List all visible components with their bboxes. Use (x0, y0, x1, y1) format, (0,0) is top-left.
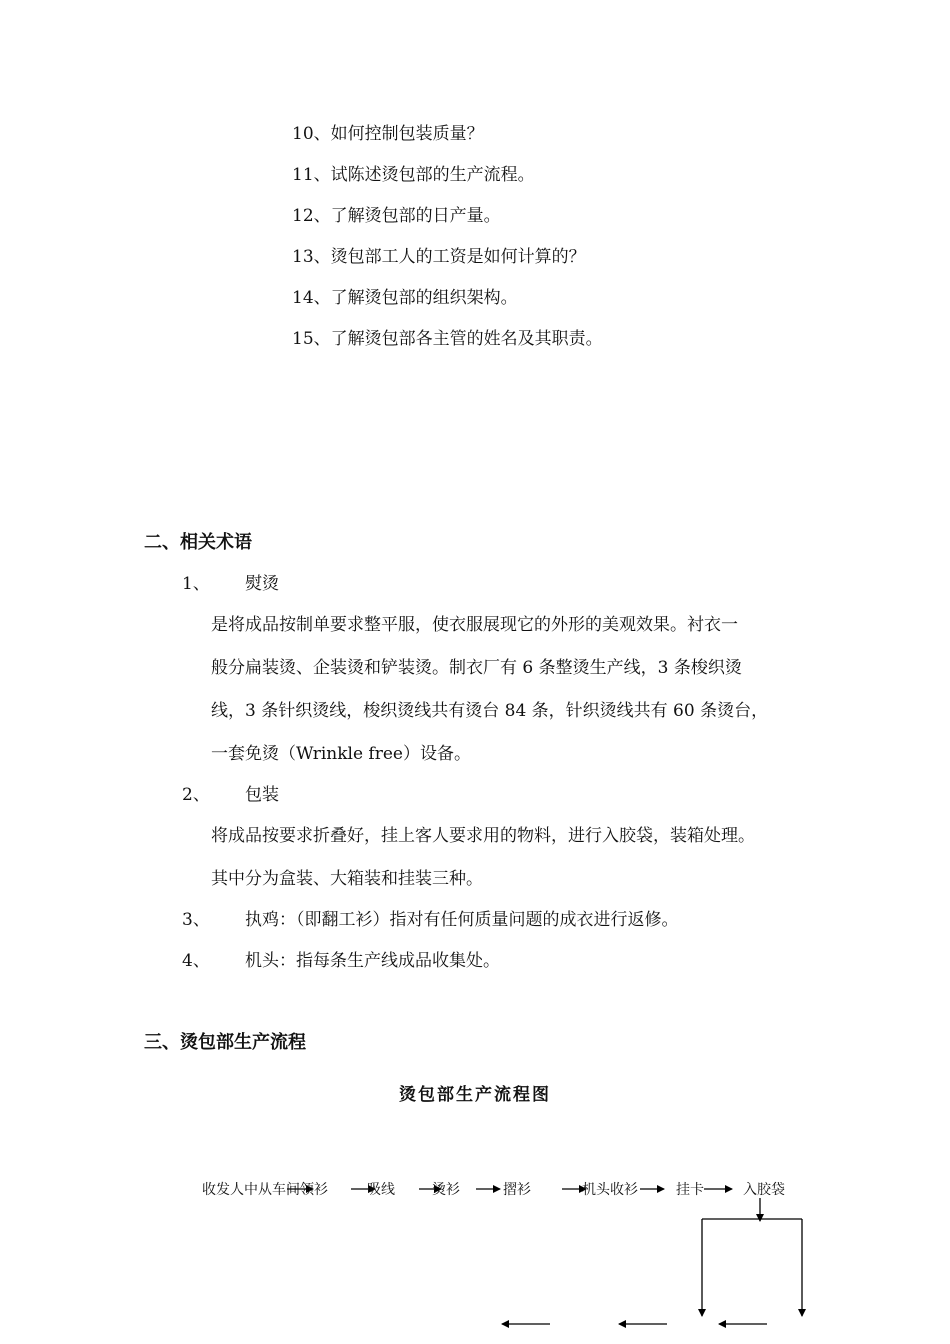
term-number-4: 4、 (182, 951, 210, 971)
section-heading-terms: 二、相关术语 (144, 532, 252, 553)
term-ironing-line-2: 般分扁装烫、企装烫和铲装烫。制衣厂有 6 条整烫生产线，3 条梭织烫 (211, 658, 742, 678)
term-line-end: 机头：指每条生产线成品收集处。 (245, 951, 500, 971)
term-ironing-line-4: 一套免烫（Wrinkle free）设备。 (211, 744, 471, 764)
flow-step-collect: 收发人中从车间领衫 (202, 1182, 328, 1198)
term-ironing: 熨烫 (245, 574, 279, 594)
term-ironing-line-3: 线，3 条针织烫线，梭织烫线共有烫台 84 条，针织烫线共有 60 条烫台， (211, 701, 769, 721)
term-packing-line-1: 将成品按要求折叠好，挂上客人要求用的物料，进行入胶袋，装箱处理。 (211, 826, 755, 846)
term-rework: 执鸡：（即翻工衫）指对有任何质量问题的成衣进行返修。 (245, 910, 679, 930)
flow-step-fold: 摺衫 (503, 1182, 531, 1198)
question-14: 14、了解烫包部的组织架构。 (292, 288, 518, 308)
flow-step-thread: 吸线 (367, 1182, 395, 1198)
term-ironing-line-1: 是将成品按制单要求整平服，使衣服展现它的外形的美观效果。衬衣一 (211, 615, 738, 635)
flow-step-iron: 烫衫 (432, 1182, 460, 1198)
section-heading-process: 三、烫包部生产流程 (144, 1032, 306, 1053)
question-11: 11、试陈述烫包部的生产流程。 (292, 165, 535, 185)
term-number-1: 1、 (182, 574, 210, 594)
question-10: 10、如何控制包装质量？ (292, 124, 484, 144)
term-number-2: 2、 (182, 785, 210, 805)
question-15: 15、了解烫包部各主管的姓名及其职责。 (292, 329, 603, 349)
question-13: 13、烫包部工人的工资是如何计算的？ (292, 247, 586, 267)
flowchart-title: 烫包部生产流程图 (399, 1085, 551, 1105)
flow-step-line-end: 机头收衫 (582, 1182, 638, 1198)
term-packing-line-2: 其中分为盒装、大箱装和挂装三种。 (211, 869, 483, 889)
flow-step-tag: 挂卡 (676, 1182, 704, 1198)
term-number-3: 3、 (182, 910, 210, 930)
flow-step-bag: 入胶袋 (743, 1182, 785, 1198)
term-packing: 包装 (245, 785, 279, 805)
question-12: 12、了解烫包部的日产量。 (292, 206, 501, 226)
